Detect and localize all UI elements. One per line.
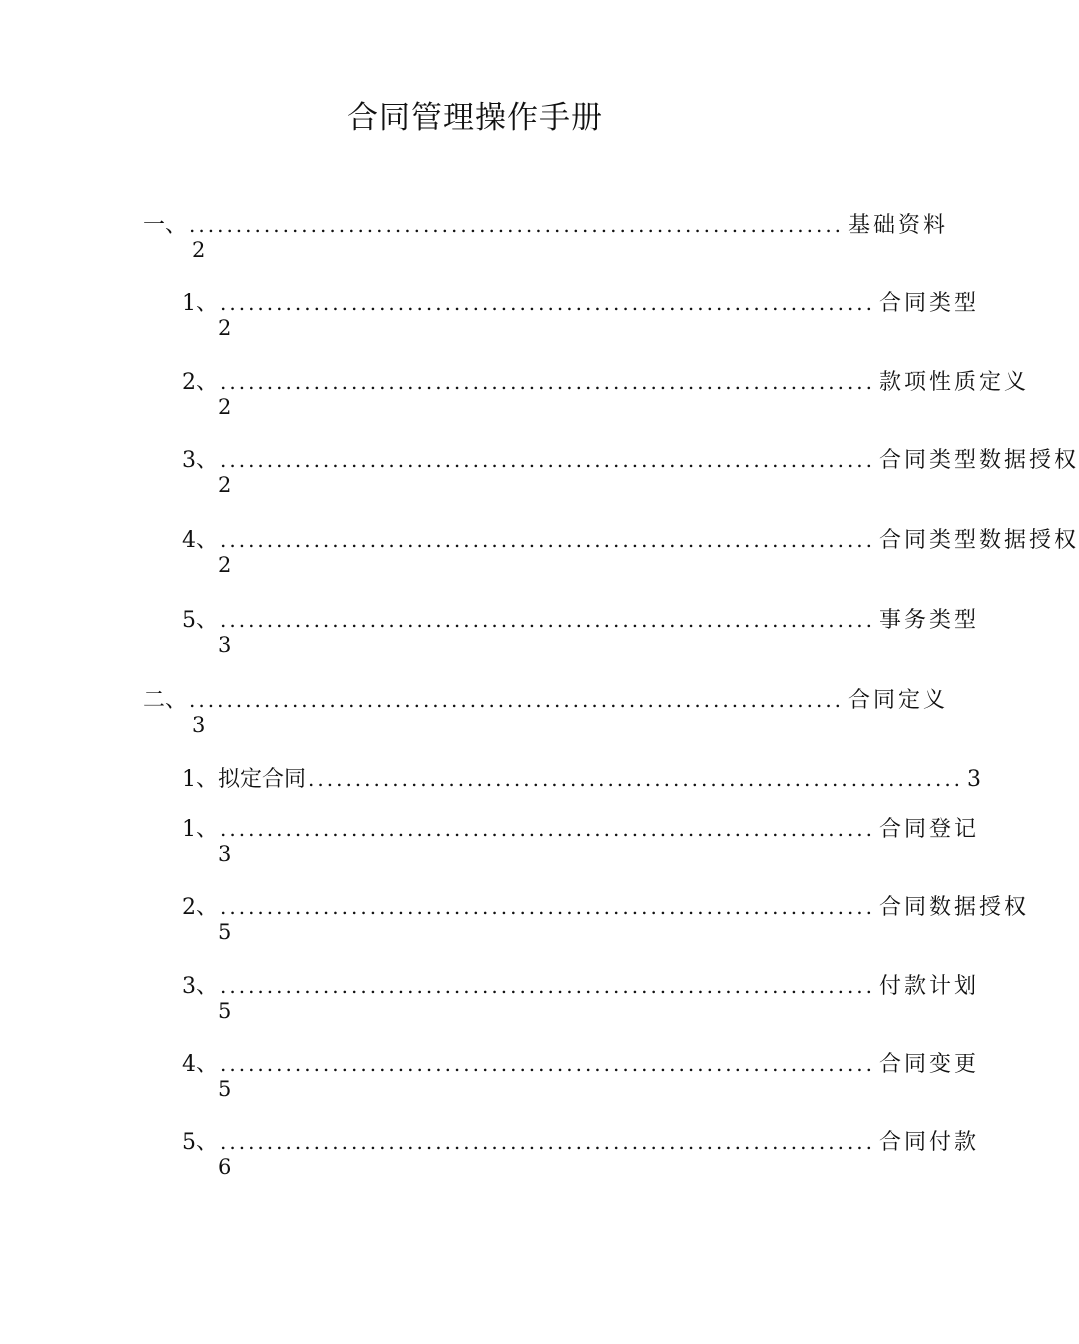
toc-leader-dots: ......................................................................: [220, 448, 876, 472]
toc-entry-label: 款项性质定义: [879, 370, 1030, 395]
toc-entry-label: 合同类型: [879, 291, 980, 316]
toc-entry[interactable]: [0, 603, 980, 663]
toc-entry-number: 5、: [182, 608, 218, 633]
toc-entry-page: 2: [218, 553, 232, 577]
toc-entry-page: 5: [218, 999, 232, 1023]
toc-leader-dots: ......................................................................: [220, 608, 876, 632]
toc-entry-page: 2: [218, 316, 232, 340]
toc-entry-label: 合同变更: [879, 1052, 980, 1077]
toc-entry-page: 3: [218, 842, 232, 866]
toc-entry-label: 拟定合同: [218, 767, 307, 792]
toc-entry-number: 1、: [182, 767, 218, 792]
toc-entry-page: 3: [967, 767, 982, 792]
toc-entry-page: 2: [218, 395, 232, 419]
toc-entry-page: 2: [218, 473, 232, 497]
toc-entry-number: 一、: [143, 213, 188, 238]
toc-leader-dots: ......................................................................: [220, 1052, 876, 1076]
toc-entry-number: 3、: [182, 974, 218, 999]
toc-entry-number: 3、: [182, 448, 218, 473]
toc-leader-dots: ......................................................................: [220, 895, 876, 919]
toc-leader-dots: ......................................................................: [220, 974, 876, 998]
toc-entry[interactable]: [0, 208, 950, 268]
toc-entry-label: 合同定义: [848, 688, 949, 713]
toc-leader-dots: ......................................................................: [220, 817, 876, 841]
toc-entry-label: 合同数据授权: [879, 895, 1030, 920]
toc-entry-label: 合同付款: [879, 1130, 980, 1155]
toc-entry[interactable]: [0, 365, 1030, 425]
toc-entry-label: 合同类型数据授权: [879, 528, 1079, 553]
toc-entry-number: 二、: [143, 688, 188, 713]
toc-entry-number: 1、: [182, 291, 218, 316]
toc-entry-number: 4、: [182, 528, 218, 553]
toc-leader-dots: ......................................................................: [189, 213, 845, 237]
toc-leader-dots: ......................................................................: [220, 370, 876, 394]
toc-leader-dots: ......................................................................: [220, 528, 876, 552]
toc-leader-dots: ......................................................................: [189, 688, 845, 712]
document-title: 合同管理操作手册: [347, 100, 603, 136]
toc-leader-dots: ......................................................................: [220, 291, 876, 315]
toc-entry[interactable]: [0, 969, 980, 1029]
toc-entry-label: 事务类型: [879, 608, 980, 633]
toc-entry-label: 合同登记: [879, 817, 980, 842]
toc-entry[interactable]: [0, 286, 980, 346]
toc-entry-page: 3: [192, 713, 206, 737]
toc-entry[interactable]: [0, 523, 1079, 583]
toc-leader-dots: ......................................................................: [220, 1130, 876, 1154]
toc-entry-number: 2、: [182, 895, 218, 920]
toc-entry-label: 付款计划: [879, 974, 980, 999]
toc-entry-page: 5: [218, 1077, 232, 1101]
toc-entry-number: 4、: [182, 1052, 218, 1077]
toc-entry[interactable]: [0, 890, 1030, 950]
toc-entry-page: 2: [192, 238, 206, 262]
toc-entry[interactable]: [0, 683, 950, 743]
toc-entry[interactable]: [0, 1125, 980, 1185]
toc-entry[interactable]: [0, 443, 1079, 503]
toc-entry-number: 2、: [182, 370, 218, 395]
toc-entry-number: 1、: [182, 817, 218, 842]
toc-entry-number: 5、: [182, 1130, 218, 1155]
toc-entry-label: 合同类型数据授权: [879, 448, 1079, 473]
toc-entry-page: 5: [218, 920, 232, 944]
toc-entry-page: 3: [218, 633, 232, 657]
toc-leader-dots: ......................................................................: [308, 767, 964, 791]
toc-entry[interactable]: [0, 812, 980, 872]
toc-entry-page: 6: [218, 1155, 232, 1179]
toc-entry-label: 基础资料: [848, 213, 949, 238]
toc-entry[interactable]: [0, 1047, 980, 1107]
